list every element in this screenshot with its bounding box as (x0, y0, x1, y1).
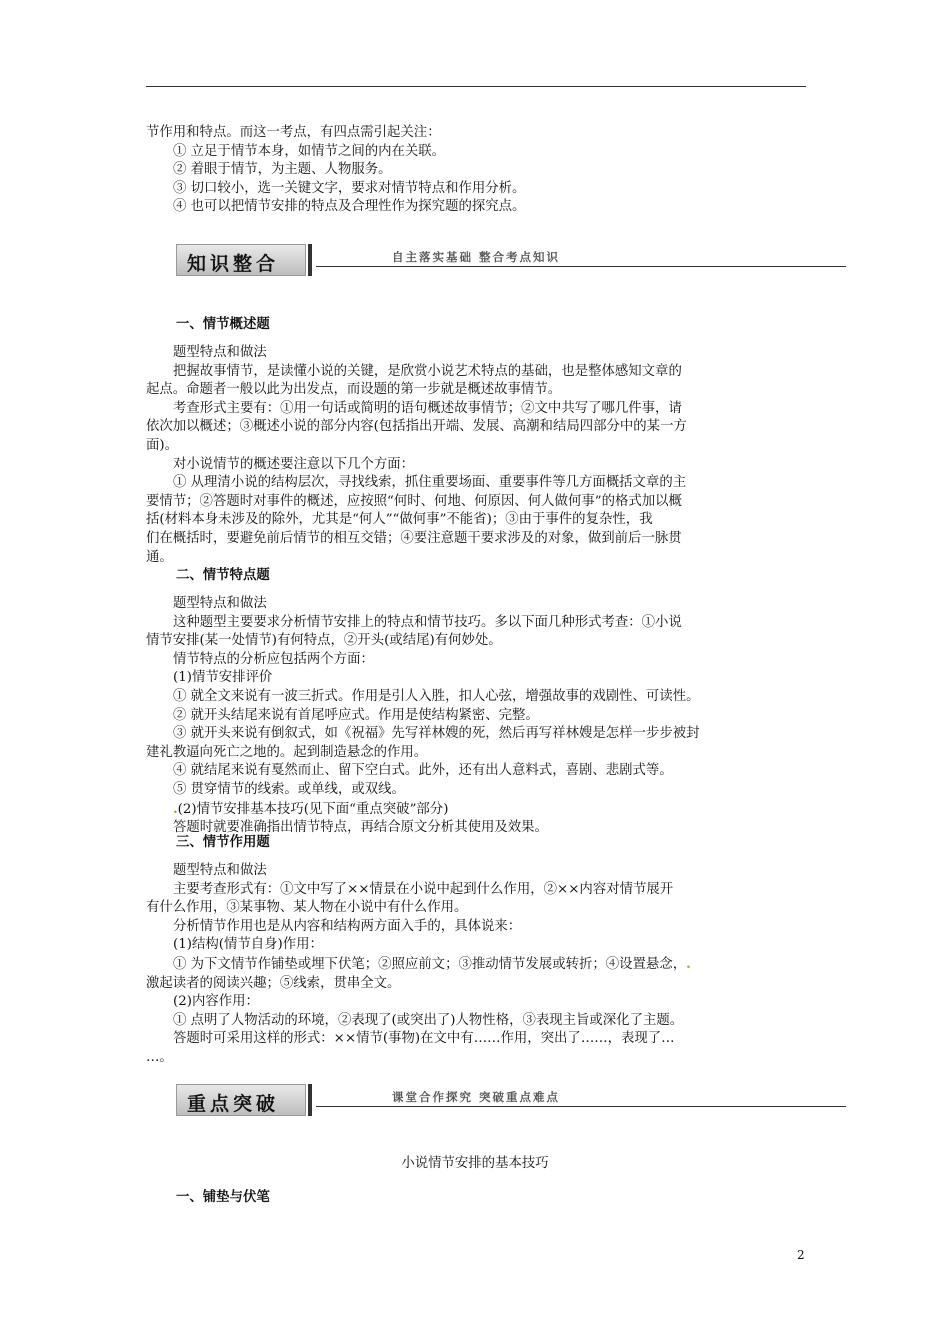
banner-title-box (176, 1084, 306, 1116)
text-line: (2)内容作用： (173, 994, 259, 1010)
text-line: ① 从理清小说的结构层次，寻找线索，抓住重要场面、重要事件等几方面概括文章的主 (173, 475, 687, 491)
marker-dot: . (173, 800, 178, 817)
text-line: ② 就开头结尾来说有首尾呼应式。作用是使结构紧密、完整。 (173, 707, 539, 723)
text-line: 有什么作用，③某事物、某人物在小说中有什么作用。 (146, 900, 468, 916)
banner-title: 知识整合 (187, 253, 280, 275)
banner-bar (308, 244, 312, 276)
text-line: …。 (146, 1049, 173, 1065)
banner-title: 重点突破 (187, 1093, 280, 1115)
text-line: ④ 也可以把情节安排的特点及合理性作为探究题的探究点。 (173, 199, 526, 215)
text-line: 考查形式主要有：①用一句话或简明的语句概述故事情节；②文中共写了哪几件事，请 (173, 400, 682, 416)
text-line: ① 立足于情节本身，如情节之间的内在关联。 (173, 143, 446, 159)
text-line: ① 就全文来说有一波三折式。作用是引人入胜，扣人心弦，增强故事的戏剧性、可读性。 (173, 688, 700, 704)
text-line: (1)结构(情节自身)作用： (173, 937, 323, 953)
text-line: 激起读者的阅读兴趣；⑤线索，贯串全文。 (146, 975, 401, 991)
text-line: 题型特点和做法 (173, 863, 267, 878)
marker-dot: . (686, 955, 691, 972)
text-line: ② 着眼于情节，为主题、人物服务。 (173, 162, 392, 178)
banner-subtitle: 自主落实基础 整合考点知识 (392, 250, 561, 264)
header-rule (146, 86, 806, 87)
text-line: 答题时就要准确指出情节特点，再结合原文分析其使用及效果。 (173, 820, 548, 836)
text-line: 通。 (146, 549, 173, 565)
text-line (146, 955, 810, 975)
text-line: 对小说情节的概述要注意以下几个方面： (173, 456, 415, 472)
text-line: 要情节；②答题时对事件的概述，应按照“何时、何地、何原因、何人做何事”的格式加以概 (146, 493, 682, 509)
text-line (146, 800, 810, 820)
text-line: (2)情节安排基本技巧(见下面“重点突破”部分) (177, 801, 449, 817)
section-heading: 二、情节特点题 (176, 568, 270, 583)
text-line: 分析情节作用也是从内容和结构两方面入手的，具体说来： (173, 918, 522, 934)
text-line: 们在概括时，要避免前后情节的相互交错；④要注意题干要求涉及的对象，做到前后一脉贯 (146, 530, 682, 546)
intro-block (146, 124, 810, 217)
banner-rule (316, 266, 846, 267)
banner-title-box (176, 244, 306, 276)
section-banner-knowledge (176, 244, 846, 276)
text-line: 情节安排(某一处情节)有何特点，②开头(或结尾)有何妙处。 (146, 633, 502, 649)
section-heading: 三、情节作用题 (176, 835, 270, 850)
text-line: ③ 就开头来说有倒叙式，如《祝福》先写祥林嫂的死，然后再写祥林嫂是怎样一步步被封 (173, 726, 700, 742)
text-line: 面)。 (146, 437, 179, 453)
banner-rule (316, 1106, 846, 1107)
section-body (146, 344, 810, 567)
text-line: (1)情节安排评价 (173, 670, 273, 686)
text-line: 题型特点和做法 (173, 345, 267, 360)
text-line: 括(材料本身未涉及的除外，尤其是“何人”“做何事”不能省)；③由于事件的复杂性，我 (146, 512, 653, 528)
text-line: 主要考查形式有：①文中写了××情景在小说中起到什么作用，②××内容对情节展开 (173, 881, 674, 897)
section-heading: 一、铺垫与伏笔 (176, 1190, 270, 1205)
text-line: 答题时可采用这样的形式：××情节(事物)在文中有……作用，突出了……，表现了… (173, 1031, 675, 1047)
page-number: 2 (797, 1248, 805, 1262)
section-heading: 一、情节概述题 (176, 317, 270, 332)
section-body (146, 862, 810, 1068)
text-line: ① 为下文情节作铺垫或埋下伏笔；②照应前文；③推动情节发展或转折；④设置悬念， (173, 956, 687, 972)
text-line: 建礼教逼向死亡之地的。起到制造悬念的作用。 (146, 744, 428, 760)
text-line: 依次加以概述；③概述小说的部分内容(包括指出开端、发展、高潮和结局四部分中的某一方 (146, 419, 687, 435)
subsection-title: 小说情节安排的基本技巧 (401, 1156, 549, 1171)
text-line: ① 点明了人物活动的环境，②表现了(或突出了)人物性格，③表现主旨或深化了主题。 (173, 1012, 684, 1028)
section-banner-focus (176, 1084, 846, 1116)
text-line: 这种题型主要要求分析情节安排上的特点和情节技巧。多以下面几种形式考查：①小说 (173, 614, 682, 630)
banner-subtitle: 课堂合作探究 突破重点难点 (392, 1090, 561, 1104)
text-line: 节作用和特点。而这一考点，有四点需引起关注： (146, 125, 441, 140)
text-line: 情节特点的分析应包括两个方面： (173, 651, 374, 667)
banner-bar (308, 1084, 312, 1116)
text-line: ③ 切口较小，选一关键文字，要求对情节特点和作用分析。 (173, 180, 526, 196)
text-line: 题型特点和做法 (173, 596, 267, 611)
section-body (146, 595, 810, 838)
text-line: 起点。命题者一般以此为出发点，而设题的第一步就是概述故事情节。 (146, 382, 562, 398)
text-line: 把握故事情节，是读懂小说的关键，是欣赏小说艺术特点的基础，也是整体感知文章的 (173, 363, 682, 379)
text-line: ④ 就结尾来说有戛然而止、留下空白式。此外，还有出人意料式，喜剧、悲剧式等。 (173, 763, 673, 779)
text-line: ⑤ 贯穿情节的线索。或单线，或双线。 (173, 781, 405, 797)
